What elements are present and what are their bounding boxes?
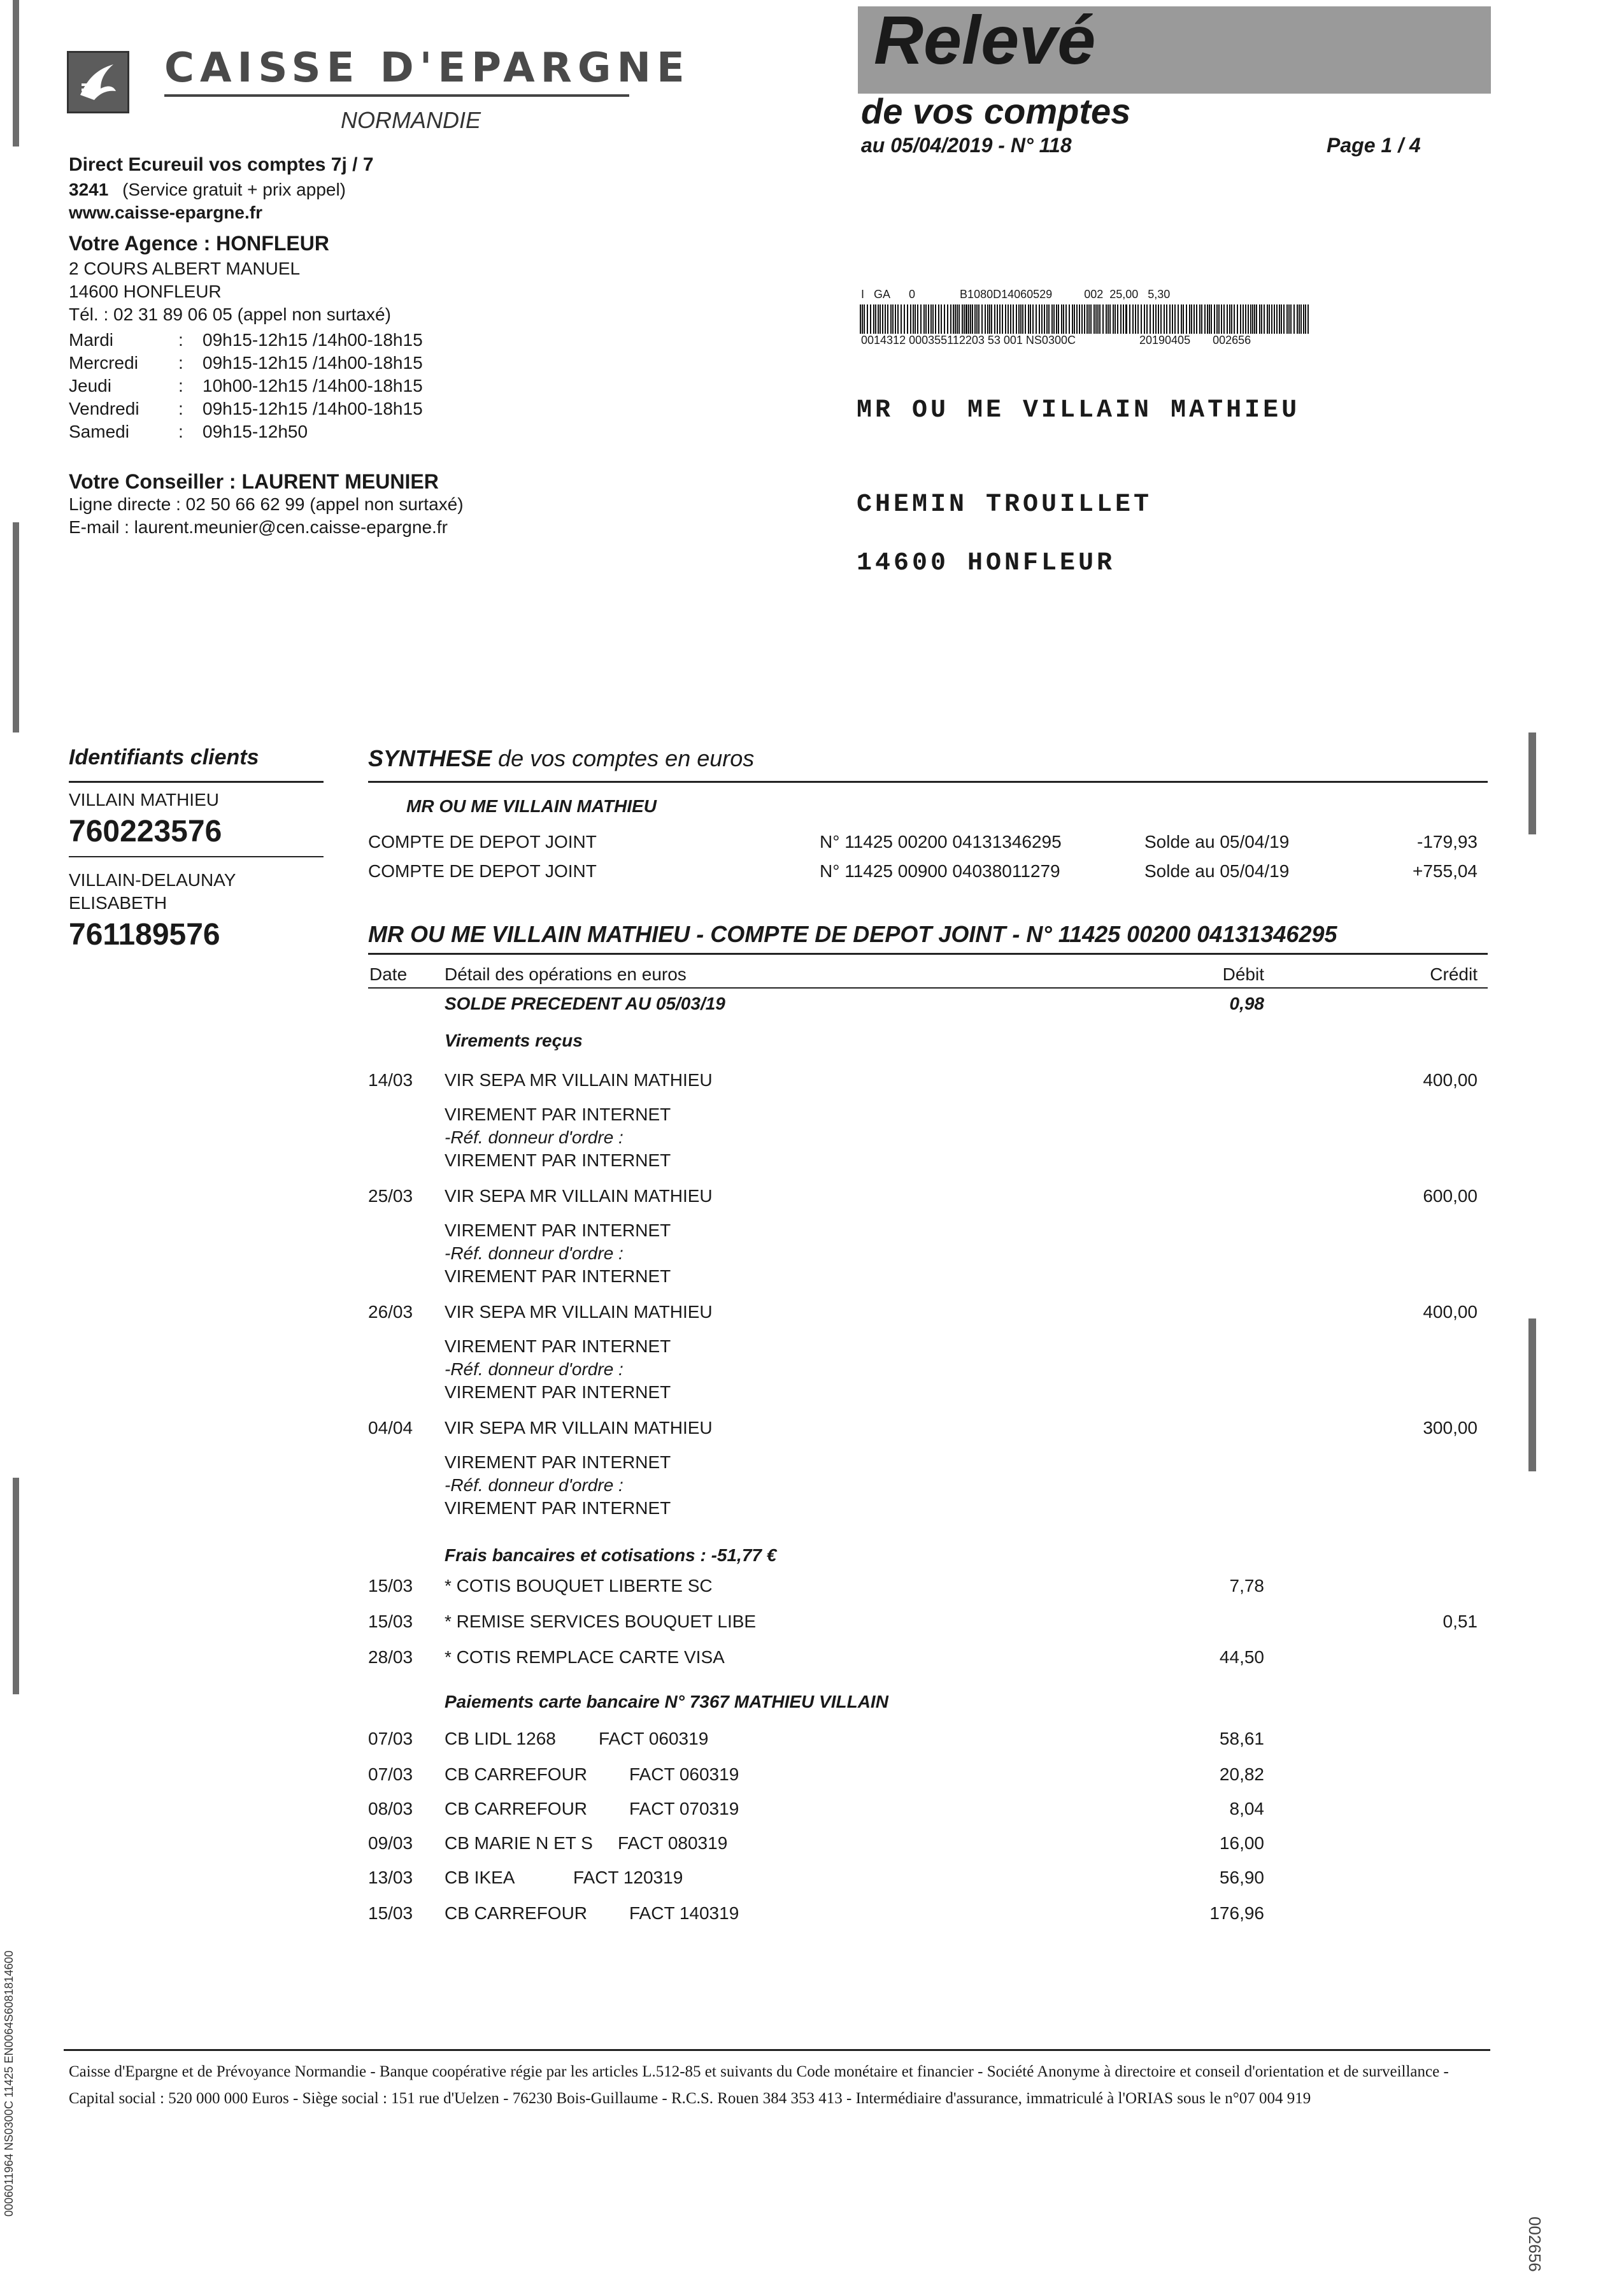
previous-balance-label: SOLDE PRECEDENT AU 05/03/19 [445, 994, 725, 1013]
table-row-debit: 56,90 [1219, 1868, 1264, 1887]
identifiants-title: Identifiants clients [69, 745, 259, 769]
agency-address-2: 14600 HONFLEUR [69, 282, 222, 301]
fees-section-title: Frais bancaires et cotisations : -51,77 € [445, 1545, 777, 1565]
website-link[interactable]: www.caisse-epargne.fr [69, 203, 262, 222]
synthese-holder: MR OU ME VILLAIN MATHIEU [406, 796, 657, 816]
table-row-label: VIR SEPA MR VILLAIN MATHIEU [445, 1418, 713, 1438]
table-row-date: 28/03 [368, 1647, 413, 1667]
hours-day: Samedi [69, 422, 129, 441]
previous-balance-debit: 0,98 [1229, 994, 1264, 1013]
hours-sep: : [178, 330, 183, 350]
table-row-invoice: FACT 070319 [629, 1799, 739, 1818]
table-row-detail: VIREMENT PAR INTERNET [445, 1452, 671, 1472]
table-row-date: 15/03 [368, 1903, 413, 1923]
hours-sep: : [178, 399, 183, 418]
col-date-header: Date [369, 964, 408, 984]
synthese-rule [368, 781, 1488, 783]
barcode-top-text: I GA 0 B1080D14060529 002 25,00 5,30 [861, 288, 1171, 301]
table-header-rule [368, 987, 1488, 989]
table-row-date: 14/03 [368, 1070, 413, 1090]
margin-bar [13, 1478, 19, 1694]
synthese-title-bold: SYNTHESE [368, 745, 492, 771]
table-row-invoice: FACT 140319 [629, 1903, 739, 1923]
account-title: MR OU ME VILLAIN MATHIEU - COMPTE DE DEPOT JOINT - N° 11425 00200 04131346295 [368, 921, 1337, 947]
table-row-credit: 0,51 [1442, 1611, 1478, 1631]
footer-rule [64, 2049, 1490, 2051]
scan-side-code: 0006011964 NS0300C 11425 EN0064S6081814600 [3, 1950, 15, 2217]
table-row-detail: VIREMENT PAR INTERNET [445, 1150, 671, 1170]
statement-subtitle: de vos comptes [861, 91, 1131, 131]
margin-bar [13, 522, 19, 732]
table-row-date: 07/03 [368, 1764, 413, 1784]
recipient-name: MR OU ME VILLAIN MATHIEU [857, 396, 1300, 425]
service-line: Direct Ecureuil vos comptes 7j / 7 [69, 154, 374, 175]
transfers-section-title: Virements reçus [445, 1031, 583, 1050]
synthese-balance-label: Solde au 05/04/19 [1144, 861, 1290, 881]
client-name: VILLAIN-DELAUNAY [69, 870, 236, 890]
hours-day: Jeudi [69, 376, 111, 396]
table-row-date: 26/03 [368, 1302, 413, 1322]
table-row-label: VIR SEPA MR VILLAIN MATHIEU [445, 1302, 713, 1322]
table-row-credit: 400,00 [1423, 1302, 1478, 1322]
synthese-balance: +755,04 [1413, 861, 1478, 881]
agency-label: Votre Agence : HONFLEUR [69, 232, 329, 255]
table-row-credit: 600,00 [1423, 1186, 1478, 1206]
margin-bar [1528, 732, 1536, 834]
advisor-direct-line: Ligne directe : 02 50 66 62 99 (appel non surtaxé) [69, 494, 464, 514]
advisor-name: Votre Conseiller : LAURENT MEUNIER [69, 470, 439, 493]
table-row-merchant: CB CARREFOUR [445, 1799, 588, 1818]
table-row-debit: 20,82 [1219, 1764, 1264, 1784]
synthese-title-rest: de vos comptes en euros [492, 745, 755, 771]
table-row-debit: 16,00 [1219, 1833, 1264, 1853]
table-row-debit: 176,96 [1209, 1903, 1264, 1923]
hours-day: Mardi [69, 330, 114, 350]
brand-name: CAISSE D'EPARGNE [164, 45, 690, 92]
recipient-city: 14600 HONFLEUR [857, 549, 1116, 578]
table-row-debit: 58,61 [1219, 1729, 1264, 1748]
hours-time: 09h15-12h15 /14h00-18h15 [203, 330, 423, 350]
recipient-street: CHEMIN TROUILLET [857, 490, 1153, 519]
client-name-line2: ELISABETH [69, 893, 167, 913]
table-row-detail: -Réf. donneur d'ordre : [445, 1243, 623, 1263]
hours-day: Vendredi [69, 399, 139, 418]
table-row-date: 15/03 [368, 1611, 413, 1631]
table-row-label: * REMISE SERVICES BOUQUET LIBE [445, 1611, 757, 1631]
table-row-detail: -Réf. donneur d'ordre : [445, 1359, 623, 1379]
table-row-label: VIR SEPA MR VILLAIN MATHIEU [445, 1070, 713, 1090]
table-row-merchant: CB LIDL 1268 [445, 1729, 556, 1748]
table-row-date: 07/03 [368, 1729, 413, 1748]
hours-sep: : [178, 353, 183, 373]
client-number: 761189576 [69, 918, 220, 952]
table-row-detail: VIREMENT PAR INTERNET [445, 1498, 671, 1518]
margin-bar [1528, 1318, 1536, 1471]
synthese-account-label: COMPTE DE DEPOT JOINT [368, 832, 597, 852]
table-row-invoice: FACT 060319 [629, 1764, 739, 1784]
phone-number: 3241 [69, 180, 109, 199]
agency-tel: Tél. : 02 31 89 06 05 (appel non surtaxé) [69, 304, 391, 324]
table-row-date: 04/04 [368, 1418, 413, 1438]
col-debit-header: Débit [1222, 964, 1264, 984]
phone-note: (Service gratuit + prix appel) [122, 180, 346, 199]
agency-address-1: 2 COURS ALBERT MANUEL [69, 259, 301, 278]
table-row-debit: 7,78 [1229, 1576, 1264, 1596]
statement-date-number: au 05/04/2019 - N° 118 [861, 134, 1072, 157]
synthese-balance-label: Solde au 05/04/19 [1144, 832, 1290, 852]
statement-title: Relevé [874, 1, 1096, 78]
table-row-detail: VIREMENT PAR INTERNET [445, 1382, 671, 1402]
scan-corner-code: 002656 [1525, 2217, 1544, 2272]
table-row-credit: 400,00 [1423, 1070, 1478, 1090]
table-row-debit: 8,04 [1229, 1799, 1264, 1818]
table-row-merchant: CB MARIE N ET S [445, 1833, 593, 1853]
synthese-account-number: N° 11425 00200 04131346295 [820, 832, 1062, 852]
card-section-title: Paiements carte bancaire N° 7367 MATHIEU VILLAIN [445, 1692, 888, 1711]
table-row-merchant: CB IKEA [445, 1868, 515, 1887]
phone-line [69, 180, 346, 200]
table-row-invoice: FACT 060319 [599, 1729, 709, 1748]
hours-time: 10h00-12h15 /14h00-18h15 [203, 376, 423, 396]
hours-time: 09h15-12h15 /14h00-18h15 [203, 399, 423, 418]
table-row-date: 08/03 [368, 1799, 413, 1818]
table-row-date: 25/03 [368, 1186, 413, 1206]
account-rule [368, 953, 1488, 955]
table-row-label: VIR SEPA MR VILLAIN MATHIEU [445, 1186, 713, 1206]
legal-footer: Caisse d'Epargne et de Prévoyance Normandie - Banque coopérative régie par les articles L.512-85 et suivants du Code monétaire et financier - Société Anonyme à directoire et conseil d'orientation et de surveillance - Capital social : 520 000 000 Euros - Siège social : 151 rue d'Uelzen - 76230 Bois-Guillaume - R.C.S. Rouen 384 353 413 - Intermédiaire d'assurance, immatriculé à l'ORIAS sous le n°07 004 919 [69, 2063, 1449, 2107]
table-row-label: * COTIS REMPLACE CARTE VISA [445, 1647, 725, 1667]
table-row-date: 15/03 [368, 1576, 413, 1596]
margin-bar [13, 0, 19, 146]
col-credit-header: Crédit [1430, 964, 1478, 984]
client-name: VILLAIN MATHIEU [69, 790, 219, 810]
hours-sep: : [178, 376, 183, 396]
squirrel-logo-icon [67, 51, 129, 113]
identifiants-rule [69, 781, 324, 783]
page-number: Page 1 / 4 [1327, 134, 1421, 157]
table-row-detail: VIREMENT PAR INTERNET [445, 1220, 671, 1240]
hours-time: 09h15-12h15 /14h00-18h15 [203, 353, 423, 373]
table-row-invoice: FACT 080319 [618, 1833, 728, 1853]
table-row-detail: VIREMENT PAR INTERNET [445, 1104, 671, 1124]
table-row-invoice: FACT 120319 [573, 1868, 683, 1887]
table-row-credit: 300,00 [1423, 1418, 1478, 1438]
synthese-account-label: COMPTE DE DEPOT JOINT [368, 861, 597, 881]
col-detail-header: Détail des opérations en euros [445, 964, 687, 984]
advisor-email[interactable]: E-mail : laurent.meunier@cen.caisse-epargne.fr [69, 517, 448, 537]
table-row-label: * COTIS BOUQUET LIBERTE SC [445, 1576, 713, 1596]
table-row-detail: -Réf. donneur d'ordre : [445, 1475, 623, 1495]
barcode-bottom-text: 0014312 000355112203 53 001 NS0300C 20190405 002656 [861, 334, 1251, 347]
table-row-debit: 44,50 [1219, 1647, 1264, 1667]
identifiants-divider [69, 856, 324, 857]
table-row-merchant: CB CARREFOUR [445, 1903, 588, 1923]
synthese-account-number: N° 11425 00900 04038011279 [820, 861, 1060, 881]
barcode-icon [860, 304, 1311, 334]
hours-time: 09h15-12h50 [203, 422, 308, 441]
brand-region: NORMANDIE [341, 107, 481, 133]
table-row-detail: -Réf. donneur d'ordre : [445, 1127, 623, 1147]
table-row-date: 13/03 [368, 1868, 413, 1887]
client-number: 760223576 [69, 815, 222, 848]
table-row-detail: VIREMENT PAR INTERNET [445, 1266, 671, 1286]
synthese-title [368, 745, 754, 772]
synthese-balance: -179,93 [1417, 832, 1478, 852]
table-row-detail: VIREMENT PAR INTERNET [445, 1336, 671, 1356]
hours-day: Mercredi [69, 353, 138, 373]
hours-sep: : [178, 422, 183, 441]
table-row-merchant: CB CARREFOUR [445, 1764, 588, 1784]
brand-underline [164, 94, 629, 97]
table-row-date: 09/03 [368, 1833, 413, 1853]
